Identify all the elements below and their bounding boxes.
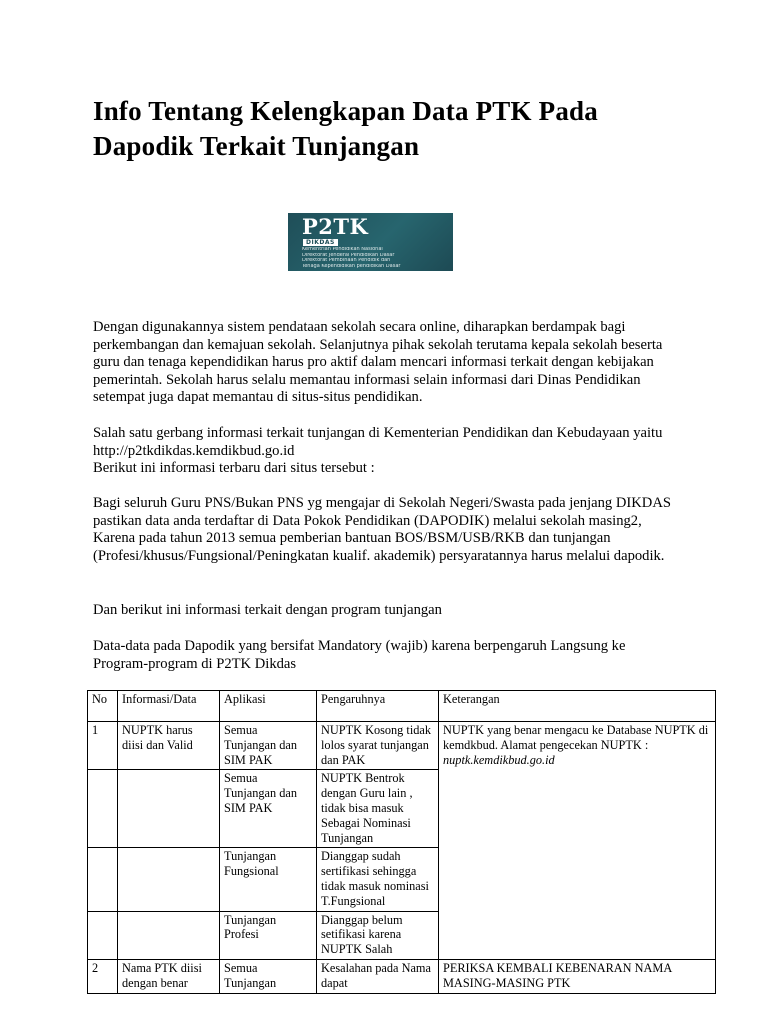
row-effect: NUPTK Kosong tidak lolos syarat tunjangan dan PAK — [317, 722, 439, 770]
logo-caption-line: Tenaga Kependidikan pendidikan Dasar — [302, 263, 401, 269]
row-number-empty — [88, 848, 118, 911]
header-no: No — [88, 691, 118, 722]
header-info: Informasi/Data — [118, 691, 220, 722]
row-effect: Kesalahan pada Nama dapat — [317, 959, 439, 993]
table-row — [88, 959, 716, 993]
header-app: Aplikasi — [220, 691, 317, 722]
logo-caption-line: Kementrian Pendidikan Nasional — [302, 247, 383, 252]
table-header-row — [88, 691, 716, 722]
row-effect: NUPTK Bentrok dengan Guru lain , tidak bisa masuk Sebagai Nominasi Tunjangan — [317, 770, 439, 848]
table-row — [88, 722, 716, 770]
program-info-paragraph: Dan berikut ini informasi terkait dengan program tunjangan — [93, 602, 442, 618]
header-note: Keterangan — [439, 691, 716, 722]
row-number: 2 — [88, 959, 118, 993]
mandatory-data-table — [87, 690, 716, 994]
logo-tag: DIKDAS — [303, 239, 338, 246]
header-effect: Pengaruhnya — [317, 691, 439, 722]
gateway-paragraph — [93, 425, 683, 478]
row-number-empty — [88, 770, 118, 848]
logo-caption-line: Direktorat Pembinaan Pendidik dan — [302, 258, 391, 264]
row-info-empty — [118, 911, 220, 959]
page-title — [93, 94, 693, 164]
row-app: Semua Tunjangan — [220, 959, 317, 993]
row-app: Tunjangan Profesi — [220, 911, 317, 959]
row-info-empty — [118, 770, 220, 848]
p2tk-dikdas-logo — [288, 213, 453, 271]
dapodik-paragraph: Bagi seluruh Guru PNS/Bukan PNS yg mengajar di Sekolah Negeri/Swasta pada jenjang DIKDAS pastikan data anda terdaftar di Data Pokok Pendidikan (DAPODIK) melalui sekolah masing2, Karena pada tahun 2013 semua pemberian bantuan BOS/BSM/USB/RKB dan tunjangan (Profesi/khusus/Fungsional/Peningkatan kualif. akademik) persyaratannya harus melalui dapodik. — [93, 495, 671, 564]
intro-paragraph: Dengan digunakannya sistem pendataan sekolah secara online, diharapkan berdampak bagi perkembangan dan kemajuan sekolah. Selanjutnya pihak sekolah terutama kepala sekolah beserta guru dan tenaga kependidikan harus pro aktif dalam mencari informasi terkait dengan kebijakan pemerintah. Sekolah harus selalu memantau informasi selain informasi dari Dinas Pendidikan setempat juga dapat memantau di situs-situs pendidikan. — [93, 319, 663, 406]
title-line-1: Info Tentang Kelengkapan Data PTK Pada — [93, 96, 598, 126]
latest-info-sentence: Berikut ini informasi terbaru dari situs tersebut : — [93, 460, 375, 477]
logo-caption — [302, 247, 452, 269]
mandatory-data-paragraph: Data-data pada Dapodik yang bersifat Mandatory (wajib) karena berpengaruh Langsung ke Program-program di P2TK Dikdas — [93, 638, 626, 672]
gateway-sentence: Salah satu gerbang informasi terkait tunjangan di Kementerian Pendidikan dan Kebudayaan yaitu http://p2tkdikdas.kemdikbud.go.id — [93, 425, 663, 459]
row-info: NUPTK harus diisi dan Valid — [118, 722, 220, 770]
row-app: Tunjangan Fungsional — [220, 848, 317, 911]
logo-wordmark: P2TK — [302, 214, 369, 239]
row-note-text: NUPTK yang benar mengacu ke Database NUPTK di kemdkbud. Alamat pengecekan NUPTK : — [443, 723, 709, 752]
row-app: Semua Tunjangan dan SIM PAK — [220, 722, 317, 770]
row-note — [439, 722, 716, 960]
logo-caption-line: Direktorat Jenderal Pendidikan Dasar — [302, 252, 395, 258]
row-number-empty — [88, 911, 118, 959]
row-number: 1 — [88, 722, 118, 770]
nuptk-link[interactable]: nuptk.kemdikbud.go.id — [443, 752, 555, 767]
title-line-2: Dapodik Terkait Tunjangan — [93, 131, 420, 161]
row-info-empty — [118, 848, 220, 911]
row-info: Nama PTK diisi dengan benar — [118, 959, 220, 993]
row-app: Semua Tunjangan dan SIM PAK — [220, 770, 317, 848]
row-effect: Dianggap sudah sertifikasi sehingga tidak masuk nominasi T.Fungsional — [317, 848, 439, 911]
row-effect: Dianggap belum setifikasi karena NUPTK Salah — [317, 911, 439, 959]
row-note: PERIKSA KEMBALI KEBENARAN NAMA MASING-MASING PTK — [439, 959, 716, 993]
